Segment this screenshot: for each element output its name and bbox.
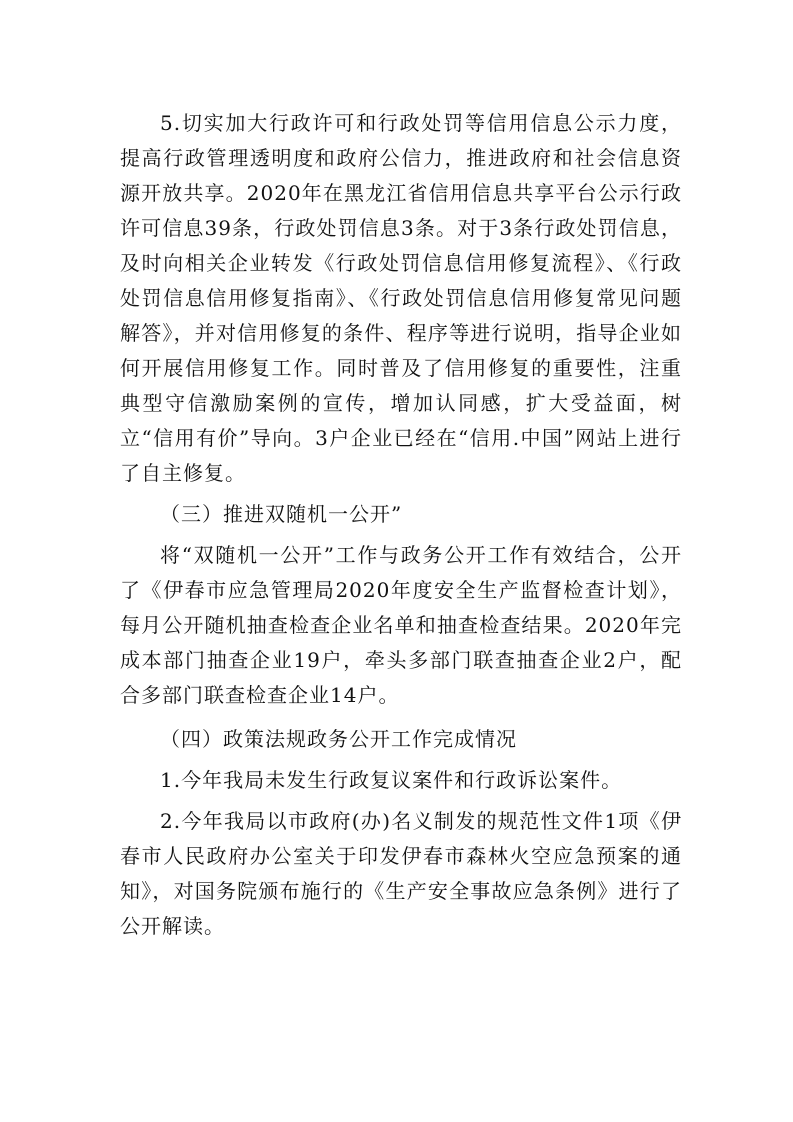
- document-body: [120, 106, 682, 944]
- paragraph-credit-info-disclosure: 5.切实加大行政许可和行政处罚等信用信息公示力度，提高行政管理透明度和政府公信力，推进政府和社会信息资源开放共享。2020年在黑龙江省信用信息共享平台公示行政许可信息39条，行政处罚信息3条。对于3条行政处罚信息，及时向相关企业转发《行政处罚信息信用修复流程》、《行政处罚信息信用修复指南》、《行政处罚信息信用修复常见问题解答》，并对信用修复的条件、程序等进行说明，指导企业如何开展信用修复工作。同时普及了信用修复的重要性，注重典型守信激励案例的宣传，增加认同感，扩大受益面，树立“信用有价”导向。3户企业已经在“信用.中国”网站上进行了自主修复。: [120, 111, 682, 485]
- section-heading-double-random: （三）推进双随机一公开”: [160, 502, 403, 526]
- paragraph-normative-documents: 2.今年我局以市政府(办)名义制发的规范性文件1项《伊春市人民政府办公室关于印发伊春市森林火空应急预案的通知》，对国务院颁布施行的《生产安全事故应急条例》进行了公开解读。: [120, 809, 682, 938]
- paragraph-no-review-cases: 1.今年我局未发生行政复议案件和行政诉讼案件。: [160, 768, 623, 792]
- section-heading-policy-regulations: （四）政策法规政务公开工作完成情况: [160, 727, 517, 751]
- paragraph-double-random-inspection: 将“双随机一公开”工作与政务公开工作有效结合，公开了《伊春市应急管理局2020年度安全生产监督检查计划》，每月公开随机抽查检查企业名单和抽查检查结果。2020年完成本部门抽查企业19户，牵头多部门联查抽查企业2户，配合多部门联查检查企业14户。: [120, 543, 682, 707]
